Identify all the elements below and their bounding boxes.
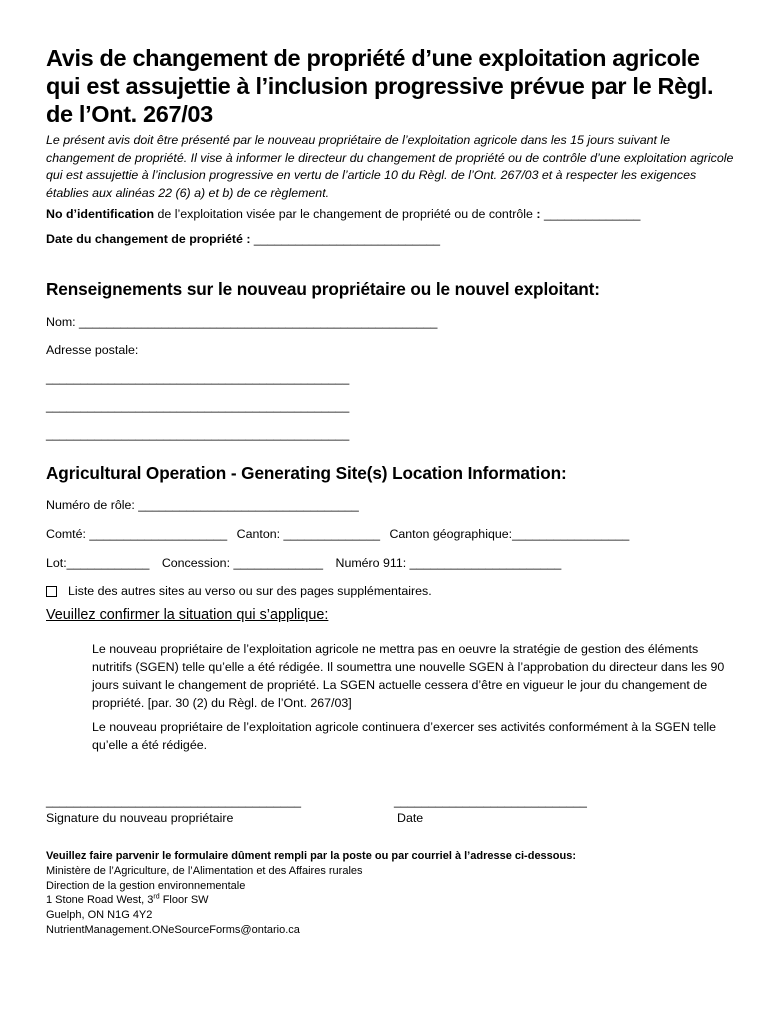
concession-input[interactable]: _____________ <box>230 556 324 570</box>
roll-number-input[interactable]: ________________________________ <box>134 498 359 512</box>
lot-label: Lot: <box>46 556 67 570</box>
street-address: 1 Stone Road West, 3rd Floor SW <box>46 893 209 907</box>
confirm-heading: Veuillez confirmer la situation qui s’applique: <box>46 607 329 623</box>
concession-label: Concession: <box>161 556 231 570</box>
postal-address-lines <box>46 371 736 455</box>
postal-address-line-3[interactable]: ____________________________________________ <box>46 427 350 441</box>
ownership-change-date-input[interactable]: ___________________________ <box>250 232 440 246</box>
county-input[interactable]: ____________________ <box>85 527 228 541</box>
date-block <box>394 794 587 825</box>
number-911-input[interactable]: ______________________ <box>406 556 562 570</box>
identification-input[interactable]: ______________ <box>540 207 641 221</box>
intro-paragraph: Le présent avis doit être présenté par le nouveau propriétaire de l’exploitation agricole dans les 15 jours suivant le changement de propriété. Il vise à informer le directeur du changement de propriété ou de contrôle d’une exploitation agricole qui est assujettie à l’inclusion progressive en vertu de l’article 10 du Règl. de l’Ont. 267/03 et à respecter les exigences établies aux alinéas 22 (6) a) et b) de ce règlement. <box>46 133 734 200</box>
confirm-option-continue-sgen[interactable]: Le nouveau propriétaire de l’exploitation agricole continuera d’exercer ses activités conformément à la SGEN telle qu’elle a été rédigée. <box>92 720 716 752</box>
county-township-row <box>46 527 736 541</box>
signature-block <box>46 794 301 825</box>
name-field <box>46 315 736 329</box>
other-sites-checkbox[interactable] <box>46 586 57 597</box>
roll-number-field <box>46 498 736 512</box>
ownership-change-date-field <box>46 232 736 246</box>
signature-input[interactable]: _____________________________________ <box>46 794 301 808</box>
location-section-heading: Agricultural Operation - Generating Site(s) Location Information: <box>46 463 567 483</box>
lot-concession-row <box>46 556 736 570</box>
owner-section-heading: Renseignements sur le nouveau propriétaire ou le nouvel exploitant: <box>46 279 600 299</box>
geographic-township-label: Canton géographique: <box>389 527 513 541</box>
signature-date-label: Date <box>397 811 424 825</box>
township-input[interactable]: ______________ <box>280 527 380 541</box>
lot-input[interactable]: ____________ <box>66 556 150 570</box>
signature-date-input[interactable]: ____________________________ <box>394 794 587 808</box>
ownership-change-date-label: Date du changement de propriété : <box>46 232 251 246</box>
form-title: Avis de changement de propriété d’une exploitation agricole qui est assujettie à l’inclusion progressive prévue par le Règl. de l’Ont. 267/03 <box>46 45 714 127</box>
mailing-instruction: Veuillez faire parvenir le formulaire dûment rempli par la poste ou par courriel à l’adresse ci-dessous: <box>46 850 577 862</box>
geographic-township-input[interactable]: _________________ <box>512 527 630 541</box>
roll-number-label: Numéro de rôle: <box>46 498 135 512</box>
contact-email: NutrientManagement.ONeSourceForms@ontario.ca <box>46 923 300 936</box>
number-911-label: Numéro 911: <box>335 556 407 570</box>
identification-label: de l’exploitation visée par le changement de propriété ou de contrôle <box>154 207 537 221</box>
city-postal-code: Guelph, ON N1G 4Y2 <box>46 909 153 922</box>
confirm-option-new-sgen[interactable]: Le nouveau propriétaire de l’exploitation agricole ne mettra pas en oeuvre la stratégie de gestion des éléments nutritifs (SGEN) telle qu’elle a été rédigée. Il soumettra une nouvelle SGEN à l’approbation du directeur dans les 90 jours suivant le changement de propriété. La SGEN actuelle cessera d’être en vigueur le jour du changement de propriété. [par. 30 (2) du Règl. de l’Ont. 267/03] <box>92 642 725 710</box>
township-label: Canton: <box>236 527 281 541</box>
signature-label: Signature du nouveau propriétaire <box>46 811 234 825</box>
name-label: Nom: <box>46 315 76 329</box>
other-sites-option[interactable] <box>46 584 736 598</box>
other-sites-label: Liste des autres sites au verso ou sur des pages supplémentaires. <box>68 584 432 598</box>
branch-name: Direction de la gestion environnementale <box>46 879 246 892</box>
postal-address-line-1[interactable]: ____________________________________________ <box>46 371 350 385</box>
mailing-instructions <box>46 849 576 938</box>
county-label: Comté: <box>46 527 86 541</box>
postal-address-line-2[interactable]: ____________________________________________ <box>46 399 350 413</box>
identification-field <box>46 207 736 221</box>
identification-colon: : <box>536 207 541 221</box>
name-input[interactable]: ____________________________________________________ <box>75 315 438 329</box>
ministry-name: Ministère de l’Agriculture, de l’Alimentation et des Affaires rurales <box>46 864 363 877</box>
identification-label-bold: No d’identification <box>46 207 155 221</box>
form-page <box>46 44 736 936</box>
postal-address-label: Adresse postale: <box>46 343 139 357</box>
